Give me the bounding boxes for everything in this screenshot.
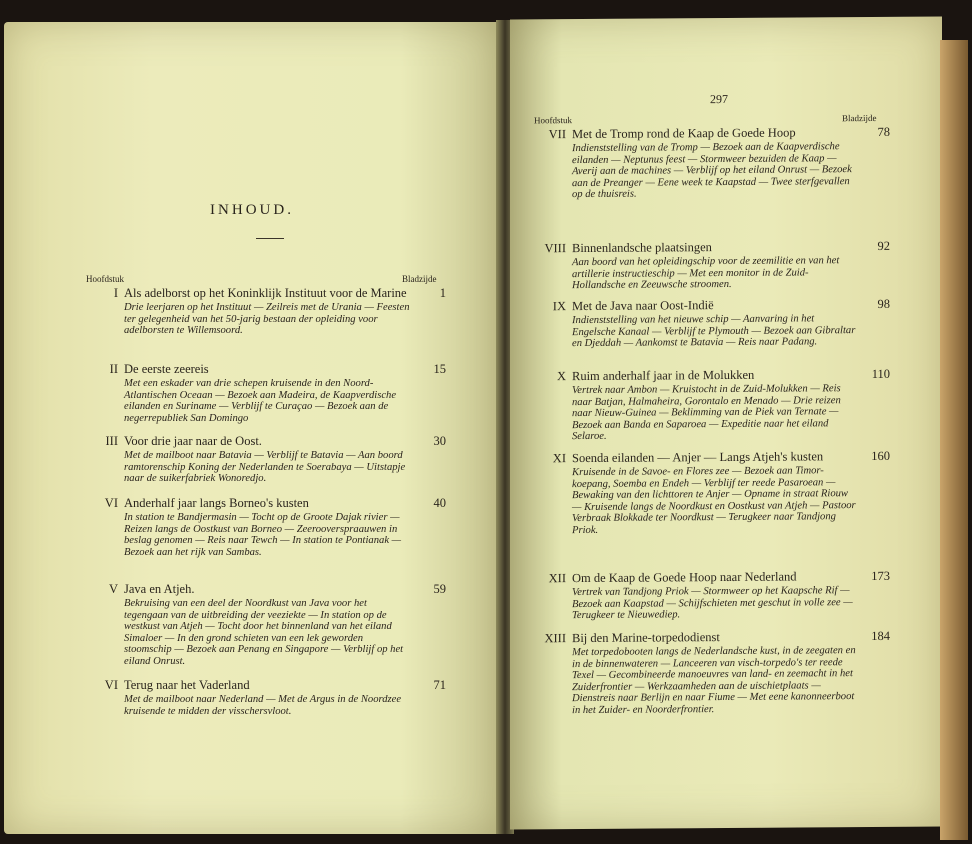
toc-entry-heading (530, 367, 890, 384)
chapter-title: Als adelborst op het Koninklijk Instituut voor de Marine (124, 286, 407, 300)
chapter-page: 78 (877, 124, 890, 139)
chapter-page: 184 (871, 628, 890, 643)
page-number: 297 (710, 91, 728, 107)
chapter-title: Met de Tromp rond de Kaap de Goede Hoop (572, 125, 796, 142)
chapter-summary: Indienststelling van het nieuwe schip — Aanvaring in het Engelsche Kanaal — Verblijf te Plymouth — Bezoek aan Gibraltar en Djeddah — Aankomst te Batavia — Reis naar Padang. (572, 313, 856, 350)
toc-entry-heading (86, 286, 446, 300)
toc-entry (530, 125, 890, 201)
chapter-title: Binnenlandsche plaatsingen (572, 240, 712, 256)
page-title: INHOUD. (210, 202, 294, 218)
chapter-summary: Met torpedobooten langs de Nederlandsche kust, in de zeegaten en in de binnenwateren — Lanceeren van visch-torpedo's ter reede Texel — Gecombineerde manoeuvres van land- en zeemacht in het Zuiderfrontier — Werkzaamheden aan de uischietplaats — Dienstreis naar Berlijn en naar Fiume — Met eene kanonneerboot in het Zuider- en Noorderfrontier. (572, 645, 856, 717)
chapter-title: Ruim anderhalf jaar in de Molukken (572, 367, 755, 384)
chapter-title: Soenda eilanden — Anjer — Langs Atjeh's kusten (572, 449, 824, 466)
chapter-number: IX (552, 299, 566, 314)
toc-entry (530, 569, 890, 622)
chapter-number: VI (104, 496, 118, 510)
chapter-summary: In station te Bandjermasin — Tocht op de Groote Dajak rivier — Reizen langs de Oostkust van Borneo — Zeerooverspraauwen in beslag genomen — Reis naar Tewch — In station te Pontianak — Bezoek aan het rijk van Sambas. (124, 512, 402, 558)
toc-entry-heading (86, 678, 446, 692)
chapter-page: 71 (433, 678, 446, 692)
left-page (4, 22, 500, 834)
chapter-summary: Indienststelling van de Tromp — Bezoek aan de Kaapverdische eilanden — Neptunus feest — Stormweer bezuiden de Kaap — Averij aan de machines — Verblijf op het eiland Onrust — Bezoek aan de Preanger — Eene week te Kaapstad — Twee sterfgevallen op de thuisreis. (572, 141, 852, 201)
chapter-number: VII (548, 127, 566, 142)
chapter-page: 110 (871, 366, 890, 381)
chapter-page: 59 (433, 582, 446, 596)
toc-entry (86, 678, 446, 717)
chapter-summary: Met de mailboot naar Batavia — Verblijf te Batavia — Aan boord ramtorenschip Koning der Nederlanden te Soerabaya — Uitstapje naar de suikerfabriek Wonoredjo. (124, 450, 406, 485)
chapter-title: De eerste zeereis (124, 362, 209, 376)
toc-entry-heading (530, 239, 890, 256)
chapter-summary: Met een eskader van drie schepen kruisende in den Noord-Atlantischen Oceaan — Bezoek aan Madeira, de Kaapverdische eilanden en Suriname — Verblijf te Curaçao — Bezoek aan de negerrepubliek San Domingo (124, 378, 397, 424)
title-rule (256, 238, 284, 239)
chapter-number: VIII (544, 241, 566, 256)
toc-entry-heading (86, 496, 446, 510)
chapter-summary: Kruisende in de Savoe- en Flores zee — Bezoek aan Timor-koepang, Soemba en Endeh — Verblijf ter reede Pasaroean — Bewaking van den lichttoren te Anjer — Opname in straat Riouw — Kruisende langs de Noordkust en Oostkust van Atjeh — Pastoor Verbraak Blokkade ter Noordkust — Terugkeer naar Tandjong Priok. (572, 465, 856, 537)
chapter-number: VI (104, 678, 118, 692)
chapter-title: Om de Kaap de Goede Hoop naar Nederland (572, 569, 797, 586)
chapter-title: Terug naar het Vaderland (124, 678, 250, 692)
right-page (510, 16, 942, 829)
chapter-number: XIII (544, 631, 566, 646)
chapter-page: 160 (871, 448, 890, 463)
toc-entry (86, 582, 446, 668)
toc-entry-heading (86, 582, 446, 596)
toc-entry-heading (530, 629, 890, 646)
chapter-summary: Bekruising van een deel der Noordkust van Java voor het tegengaan van de uitbreiding der veeziekte — In station op de westkust van Atjeh — Tocht door het binnenland van het eiland Simaloer — In den grond schieten van een lek geworden stoomschip — Bezoek aan Penang en Singapore — Verblijf op het eiland Onrust. (124, 598, 404, 667)
toc-entry (86, 286, 446, 337)
toc-entry (530, 449, 890, 537)
toc-entry (530, 297, 890, 350)
chapter-number: I (113, 286, 118, 300)
toc-entry-heading (530, 297, 890, 314)
chapter-page: 1 (439, 286, 446, 300)
chapter-title: Anderhalf jaar langs Borneo's kusten (124, 496, 309, 510)
toc-entry-heading (86, 434, 446, 448)
book-edge (940, 40, 968, 840)
chapter-summary: Met de mailboot naar Nederland — Met de Argus in de Noordzee kruisende te midden der visschersvloot. (124, 694, 402, 717)
chapter-page: 30 (433, 434, 446, 448)
toc-entry-heading (530, 569, 890, 586)
chapter-number: II (109, 362, 118, 376)
chapter-summary: Vertrek naar Ambon — Kruistocht in de Zuid-Molukken — Reis naar Batjan, Halmaheira, Gorontalo en Menado — Drie reizen naar Nieuw-Guinea — Beklimming van de Piek van Ternate — Bezoek aan Banda en Saparoea — Expeditie naar het eiland Selaroe. (572, 383, 841, 443)
chapter-page: 92 (877, 238, 890, 253)
chapter-page: 40 (433, 496, 446, 510)
toc-entry-heading (530, 449, 890, 466)
chapter-page: 98 (877, 296, 890, 311)
chapter-number: V (108, 582, 118, 596)
chapter-number: X (556, 369, 566, 384)
chapter-title: Java en Atjeh. (124, 582, 195, 596)
chapter-number: III (105, 434, 118, 448)
chapter-title: Met de Java naar Oost-Indië (572, 298, 714, 314)
toc-entry-heading (530, 125, 890, 142)
chapter-summary: Vertrek van Tandjong Priok — Stormweer op het Kaapsche Rif — Bezoek aan Kaapstad — Schijfschieten met geschut in volle zee — Terugkeer te Nieuwediep. (572, 585, 853, 622)
page-column-header: Bladzijde (402, 274, 437, 284)
toc-entry (86, 434, 446, 485)
toc-entry-heading (86, 362, 446, 376)
toc-entry (86, 362, 446, 424)
toc-entry (530, 629, 890, 717)
chapter-title: Voor drie jaar naar de Oost. (124, 434, 262, 448)
chapter-page: 15 (433, 362, 446, 376)
toc-entry (530, 367, 890, 443)
chapter-title: Bij den Marine-torpedodienst (572, 630, 720, 646)
toc-entry (86, 496, 446, 558)
chapter-column-header: Hoofdstuk (86, 274, 124, 284)
chapter-number: XII (548, 571, 566, 586)
chapter-column-header: Hoofdstuk (534, 115, 572, 126)
page-column-header: Bladzijde (842, 112, 877, 124)
chapter-number: XI (552, 451, 566, 466)
chapter-summary: Aan boord van het opleidingschip voor de zeemilitie en van het artillerie instructieschip — Met een monitor in de Zuid-Hollandsche en Zeeuwsche stroomen. (572, 255, 840, 292)
chapter-page: 173 (871, 568, 890, 583)
toc-entry (530, 239, 890, 292)
chapter-summary: Drie leerjaren op het Instituut — Zeilreis met de Urania — Feesten ter gelegenheid van het 50-jarig bestaan der opleiding voor adelborsten te Willemsoord. (124, 302, 410, 337)
